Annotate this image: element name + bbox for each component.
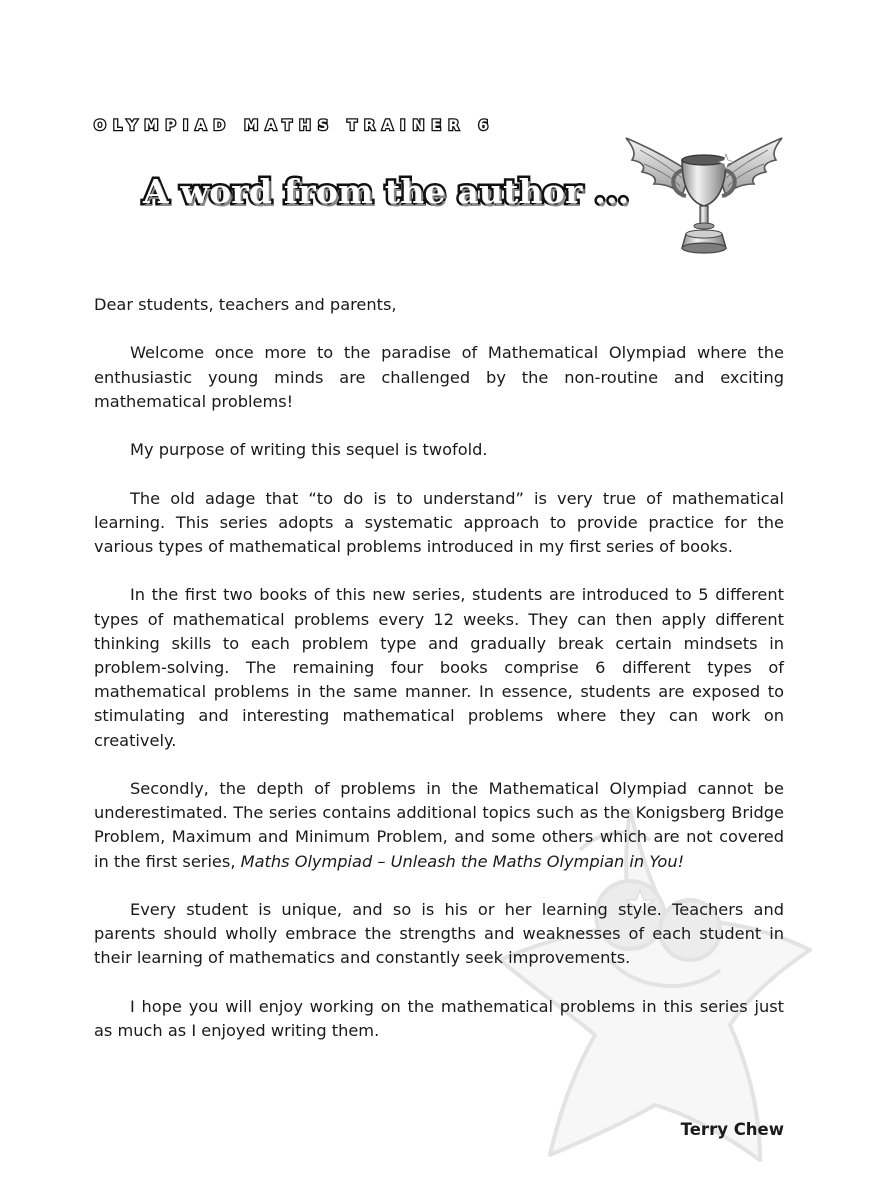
paragraph-purpose: My purpose of writing this sequel is twofold. xyxy=(130,440,488,460)
winged-trophy-icon xyxy=(620,130,788,266)
paragraph-series-structure: In the first two books of this new series, students are introduced to 5 different types of mathematical problems every 12 weeks. They can then apply different thinking skills to each problem type and gradually break certain mindsets in problem-solving. The remaining four books comprise 6 different types of mathematical problems in the same manner. In essence, students are exposed to stimulating and interesting mathematical problems where they can work on creatively. xyxy=(94,585,784,750)
first-series-title: Maths Olympiad – Unleash the Maths Olympian in You! xyxy=(240,851,685,871)
paragraph-depth xyxy=(94,777,784,874)
page-headline: A word from the author ... xyxy=(143,172,630,211)
series-title: OLYMPIAD MATHS TRAINER 6 xyxy=(94,118,496,134)
paragraph-unique-student: Every student is unique, and so is his or her learning style. Teachers and parents should wholly embrace the strengths and weaknesses of each student in their learning of mathematics and constantly seek improvements. xyxy=(94,899,784,968)
paragraph-welcome: Welcome once more to the paradise of Mathematical Olympiad where the enthusiastic young minds are challenged by the non-routine and exciting mathematical problems! xyxy=(94,343,784,411)
salutation: Dear students, teachers and parents, xyxy=(94,295,397,314)
paragraph-adage: The old adage that “to do is to understand” is very true of mathematical learning. This series adopts a systematic approach to provide practice for the various types of mathematical problems introduced in my first series of books. xyxy=(94,488,784,556)
author-signature: Terry Chew xyxy=(680,1120,784,1139)
paragraph-depth-text: Secondly, the depth of problems in the Mathematical Olympiad cannot be underestimated. The series contains additional topics such as the Konigsberg Bridge Problem, Maximum and Minimum Problem, and some others which are not covered in the first series, xyxy=(94,778,784,871)
author-letter xyxy=(94,293,784,1067)
paragraph-closing: I hope you will enjoy working on the mathematical problems in this series just as much as I enjoyed writing them. xyxy=(94,996,784,1040)
